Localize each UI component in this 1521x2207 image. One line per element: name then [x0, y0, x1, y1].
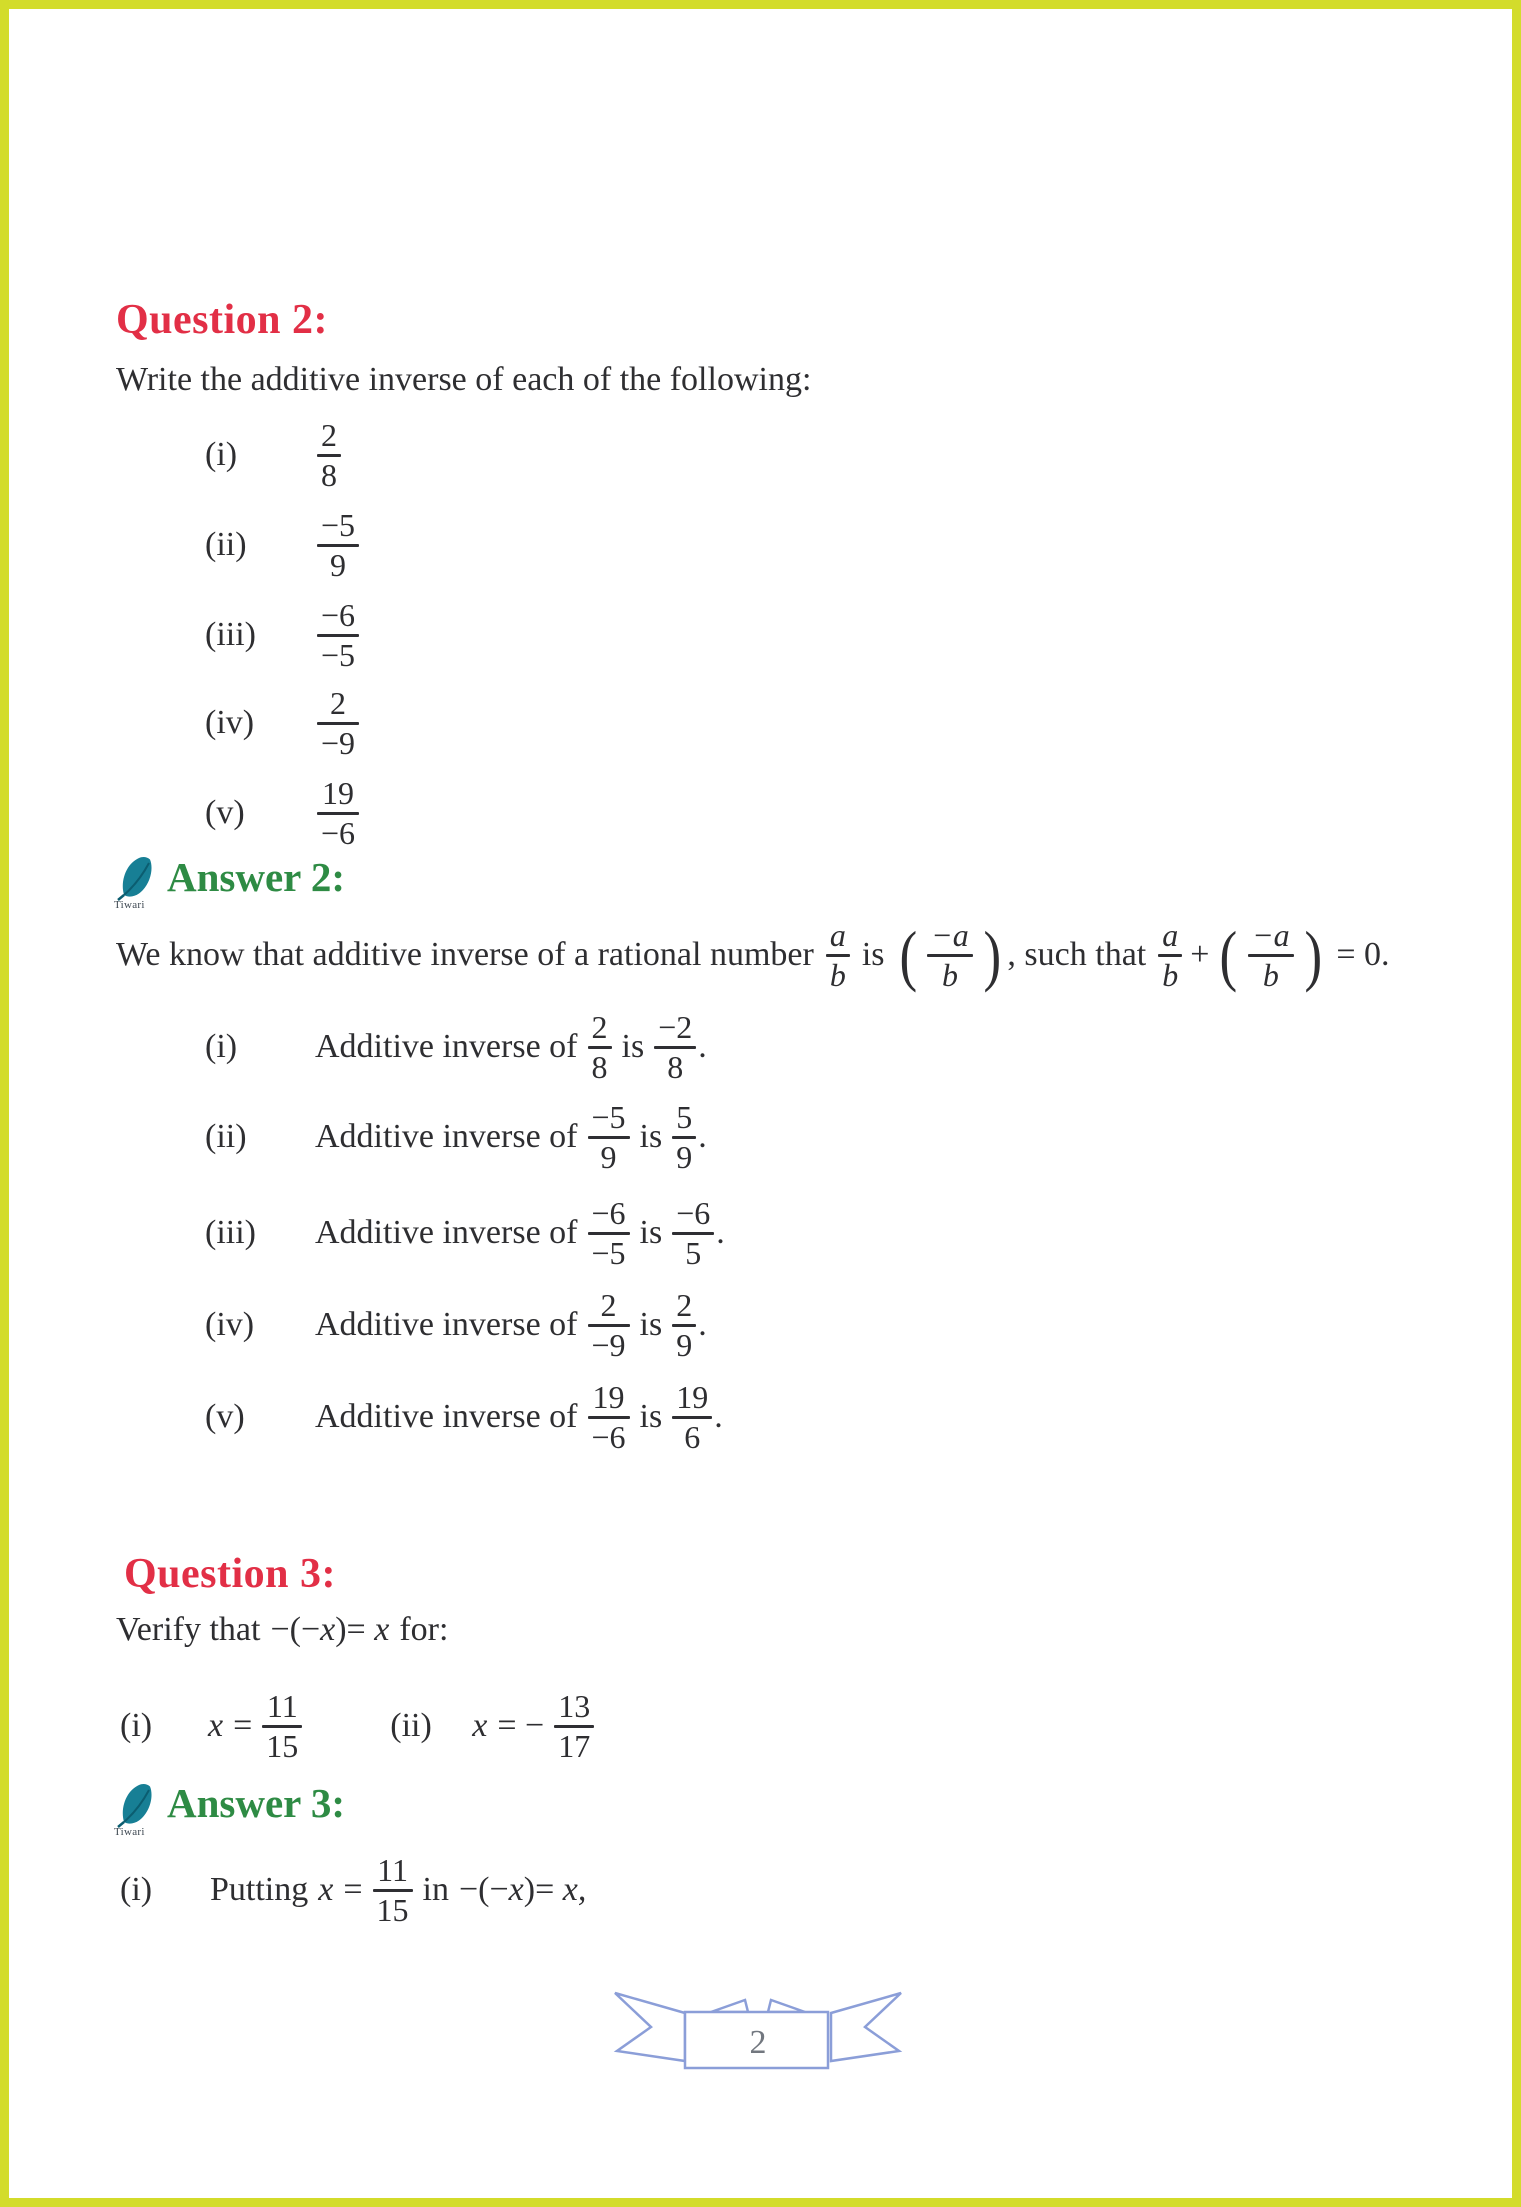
item-label: (iv): [205, 1305, 255, 1343]
question-3-heading: Question 3:: [124, 1551, 337, 1597]
equals: =: [343, 1870, 363, 1908]
answer-2-heading: Answer 2:: [167, 854, 346, 900]
item-label: (iii): [205, 616, 256, 654]
q2-item-iv: [205, 686, 359, 760]
a2-item-iii: (iii) Additive inverse of $\frac{-6}{-5}$ is $\frac{-6}{5}$ .: [205, 1195, 725, 1271]
fraction: $\frac{2}{8}$: [317, 418, 341, 492]
logo-wordmark: Tiwari: [114, 1826, 145, 1838]
math-expression: −(−x)= x: [270, 1611, 390, 1648]
leaf-icon: [114, 1782, 164, 1828]
item-label: (iv): [205, 704, 255, 742]
answer-3-heading: Answer 3:: [167, 1780, 346, 1826]
a3-row: (i) Putting x = $\frac{11}{15}$ in −(−x)= x,: [120, 1852, 587, 1928]
fraction: $\frac{-5}{9}$: [588, 1100, 630, 1174]
equals: =: [233, 1706, 253, 1744]
item-label: (i): [205, 436, 238, 474]
fraction: $\frac{19}{6}$: [672, 1380, 712, 1454]
fraction: $\frac{2}{-9}$: [317, 686, 359, 760]
fraction: $\frac{-6}{5}$: [672, 1196, 714, 1270]
ribbon-banner-icon: [608, 1985, 908, 2075]
a2-item-ii: (ii) Additive inverse of $\frac{-5}{9}$ is $\frac{5}{9}$ .: [205, 1099, 707, 1175]
item-label: (v): [205, 1397, 245, 1435]
fraction: $\frac{a}{b}$: [1158, 918, 1182, 992]
fraction: $\frac{-a}{b}$: [1248, 918, 1294, 992]
page-number: 2: [749, 2024, 767, 2061]
math-expression: −(−x)= x,: [458, 1870, 587, 1908]
logo-wordmark: Tiwari: [114, 899, 145, 911]
q2-item-v: [205, 776, 359, 850]
item-label: (ii): [390, 1706, 432, 1744]
leaf-icon: [114, 855, 164, 901]
fraction: $\frac{13}{17}$: [554, 1689, 594, 1763]
close-paren: ): [983, 917, 1001, 994]
fraction: $\frac{2}{9}$: [672, 1288, 696, 1362]
variable: x: [472, 1706, 488, 1744]
page-number-ribbon: [608, 1985, 908, 2075]
fraction: $\frac{19}{-6}$: [317, 776, 359, 850]
fraction: $\frac{2}{8}$: [588, 1010, 612, 1084]
close-paren: ): [1304, 917, 1322, 994]
item-label: (ii): [205, 526, 247, 564]
q3-items-row: [120, 1689, 594, 1763]
open-paren: (: [899, 917, 917, 994]
open-paren: (: [1219, 917, 1238, 994]
item-label: (i): [120, 1870, 153, 1908]
fraction: $\frac{-5}{9}$: [317, 508, 359, 582]
fraction: $\frac{-6}{-5}$: [588, 1196, 630, 1270]
fraction: $\frac{11}{15}$: [262, 1689, 302, 1763]
q2-item-iii: [205, 598, 359, 672]
item-label: (iii): [205, 1213, 256, 1251]
tiwari-logo: [114, 855, 164, 911]
fraction: $\frac{-2}{8}$: [654, 1010, 696, 1084]
variable: x: [208, 1706, 224, 1744]
fraction: $\frac{2}{-9}$: [588, 1288, 630, 1362]
a2-item-v: (v) Additive inverse of $\frac{19}{-6}$ is $\frac{19}{6}$ .: [205, 1379, 723, 1455]
question-2-heading: Question 2:: [116, 297, 329, 343]
fraction: $\frac{-6}{-5}$: [317, 598, 359, 672]
a2-item-i: (i) Additive inverse of $\frac{2}{8}$ is $\frac{-2}{8}$ .: [205, 1009, 707, 1085]
fraction: $\frac{5}{9}$: [672, 1100, 696, 1174]
equals: = −: [497, 1706, 545, 1744]
variable: x: [318, 1870, 334, 1908]
q2-item-i: [205, 418, 341, 492]
fraction: $\frac{a}{b}$: [826, 918, 850, 992]
fraction: $\frac{11}{15}$: [373, 1853, 413, 1927]
fraction: $\frac{-a}{b}$: [927, 918, 973, 992]
question-3-prompt: Verify that −(−x)= x for:: [116, 1608, 448, 1652]
answer-2-intro: We know that additive inverse of a rational number $\frac{a}{b}$ is ( $\frac{-a}{b}$ ) , such that $\frac{a}{b}$ + ( $\frac{-a}{b}$ ) = 0.: [116, 917, 1390, 994]
fraction: $\frac{19}{-6}$: [588, 1380, 630, 1454]
item-label: (ii): [205, 1117, 247, 1155]
item-label: (i): [120, 1706, 153, 1744]
item-label: (i): [205, 1027, 238, 1065]
item-label: (v): [205, 794, 245, 832]
tiwari-logo: [114, 1782, 164, 1838]
question-2-prompt: Write the additive inverse of each of the following:: [116, 361, 812, 398]
a2-item-iv: (iv) Additive inverse of $\frac{2}{-9}$ is $\frac{2}{9}$ .: [205, 1287, 707, 1363]
q2-item-ii: [205, 508, 359, 582]
